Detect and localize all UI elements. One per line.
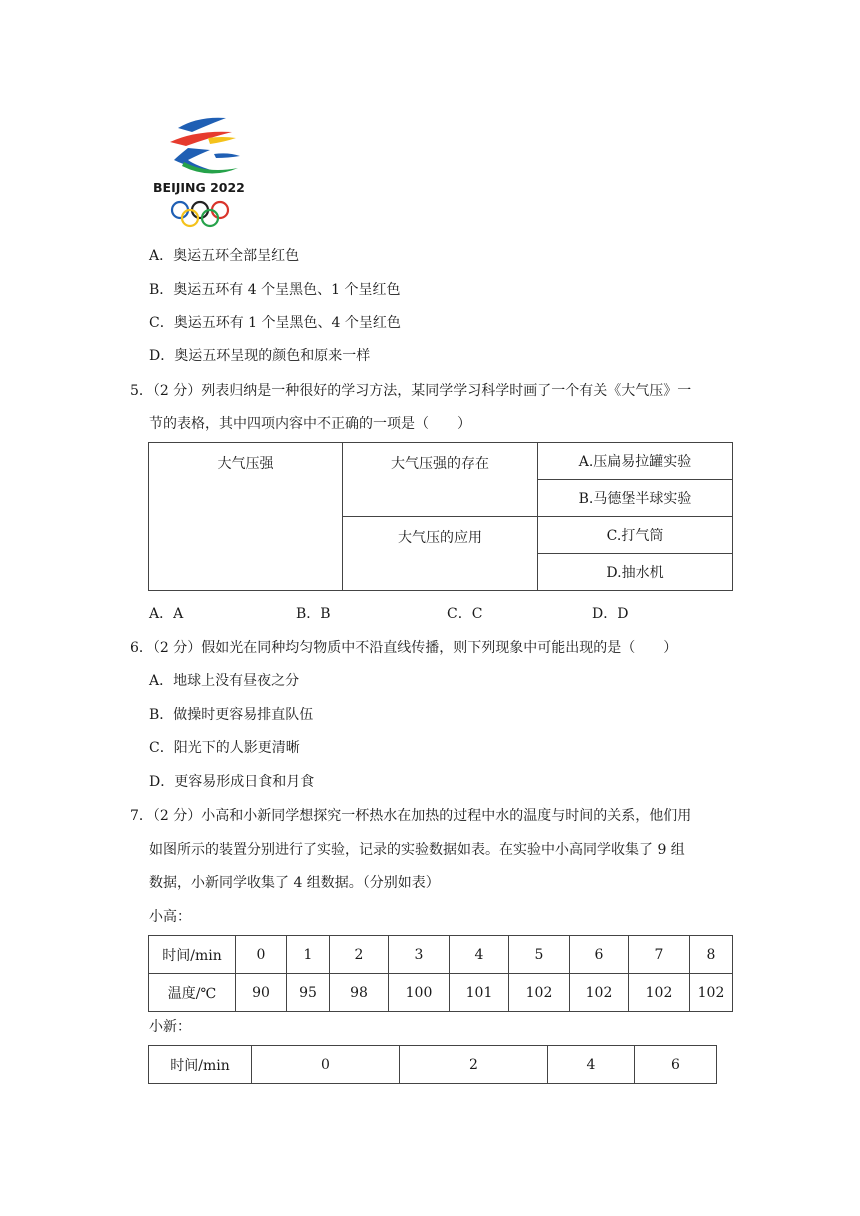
- q5-answer-d: D．D: [592, 606, 629, 622]
- table-cell: 6: [635, 1046, 717, 1084]
- q6-stem: 6．（2 分）假如光在同种均匀物质中不沿直线传播，则下列现象中可能出现的是（ ）: [130, 640, 678, 656]
- table-cell: 2: [400, 1046, 548, 1084]
- beijing-2022-logo: [148, 108, 258, 230]
- logo-text: BEIJING 2022: [153, 180, 245, 195]
- q4-option-d: D．奥运五环呈现的颜色和原来一样: [149, 348, 371, 364]
- q7-table-xiaogao: [148, 935, 733, 1012]
- table-cell: 100: [389, 974, 450, 1012]
- q5-answer-b: B．B: [296, 606, 331, 622]
- q5-cell-a: A.压扁易拉罐实验: [538, 443, 733, 480]
- q6-option-c: C．阳光下的人影更清晰: [149, 740, 300, 756]
- table-a-time-header: 时间/min: [149, 936, 236, 974]
- q5-answer-a: A．A: [149, 606, 184, 622]
- q7-stem-line1: 7．（2 分）小高和小新同学想探究一杯热水在加热的过程中水的温度与时间的关系，他们用: [130, 808, 692, 824]
- q4-option-a: A．奥运五环全部呈红色: [149, 248, 300, 264]
- q6-option-b: B．做操时更容易排直队伍: [149, 707, 314, 723]
- table-cell: 5: [509, 936, 570, 974]
- q7-stem-line3: 数据，小新同学收集了 4 组数据。（分别如表）: [149, 875, 440, 891]
- q5-cell-existence: 大气压强的存在: [343, 443, 538, 517]
- table-cell: 4: [450, 936, 509, 974]
- table-cell: 98: [330, 974, 389, 1012]
- q5-cell-application: 大气压的应用: [343, 517, 538, 591]
- table-b-time-header: 时间/min: [149, 1046, 252, 1084]
- table-cell: 102: [570, 974, 629, 1012]
- q4-option-b: B．奥运五环有 4 个呈黑色、1 个呈红色: [149, 282, 401, 298]
- q6-option-a: A．地球上没有昼夜之分: [149, 673, 300, 689]
- q7-stem-line2: 如图所示的装置分别进行了实验，记录的实验数据如表。在实验中小高同学收集了 9 组: [149, 842, 685, 858]
- table-cell: 0: [252, 1046, 400, 1084]
- table-cell: 8: [690, 936, 733, 974]
- q5-table: [148, 442, 733, 591]
- q5-cell-c: C.打气筒: [538, 517, 733, 554]
- table-cell: 0: [236, 936, 287, 974]
- table-cell: 102: [509, 974, 570, 1012]
- table-cell: 7: [629, 936, 690, 974]
- q5-stem-line1: 5．（2 分）列表归纳是一种很好的学习方法，某同学学习科学时画了一个有关《大气压》一: [130, 383, 692, 399]
- table-cell: 3: [389, 936, 450, 974]
- table-cell: 1: [287, 936, 330, 974]
- table-cell: 102: [690, 974, 733, 1012]
- q7-table-xiaoxin: [148, 1045, 717, 1084]
- ribbon-emblem: [170, 118, 240, 174]
- table-cell: 95: [287, 974, 330, 1012]
- olympic-rings: [172, 202, 228, 226]
- table-a-temp-header: 温度/℃: [149, 974, 236, 1012]
- q5-cell-d: D.抽水机: [538, 554, 733, 591]
- q5-cell-b: B.马德堡半球实验: [538, 480, 733, 517]
- q5-cell-pressure: 大气压强: [149, 443, 343, 591]
- table-cell: 6: [570, 936, 629, 974]
- q5-answer-c: C．C: [447, 606, 483, 622]
- q4-option-c: C．奥运五环有 1 个呈黑色、4 个呈红色: [149, 315, 401, 331]
- table-cell: 90: [236, 974, 287, 1012]
- table-cell: 102: [629, 974, 690, 1012]
- q7-label-xiaoxin: 小新：: [149, 1019, 191, 1035]
- q7-label-xiaogao: 小高：: [149, 909, 191, 925]
- table-cell: 2: [330, 936, 389, 974]
- table-cell: 101: [450, 974, 509, 1012]
- q5-stem-line2: 节的表格，其中四项内容中不正确的一项是（ ）: [149, 416, 471, 432]
- q6-option-d: D．更容易形成日食和月食: [149, 774, 315, 790]
- table-cell: 4: [548, 1046, 635, 1084]
